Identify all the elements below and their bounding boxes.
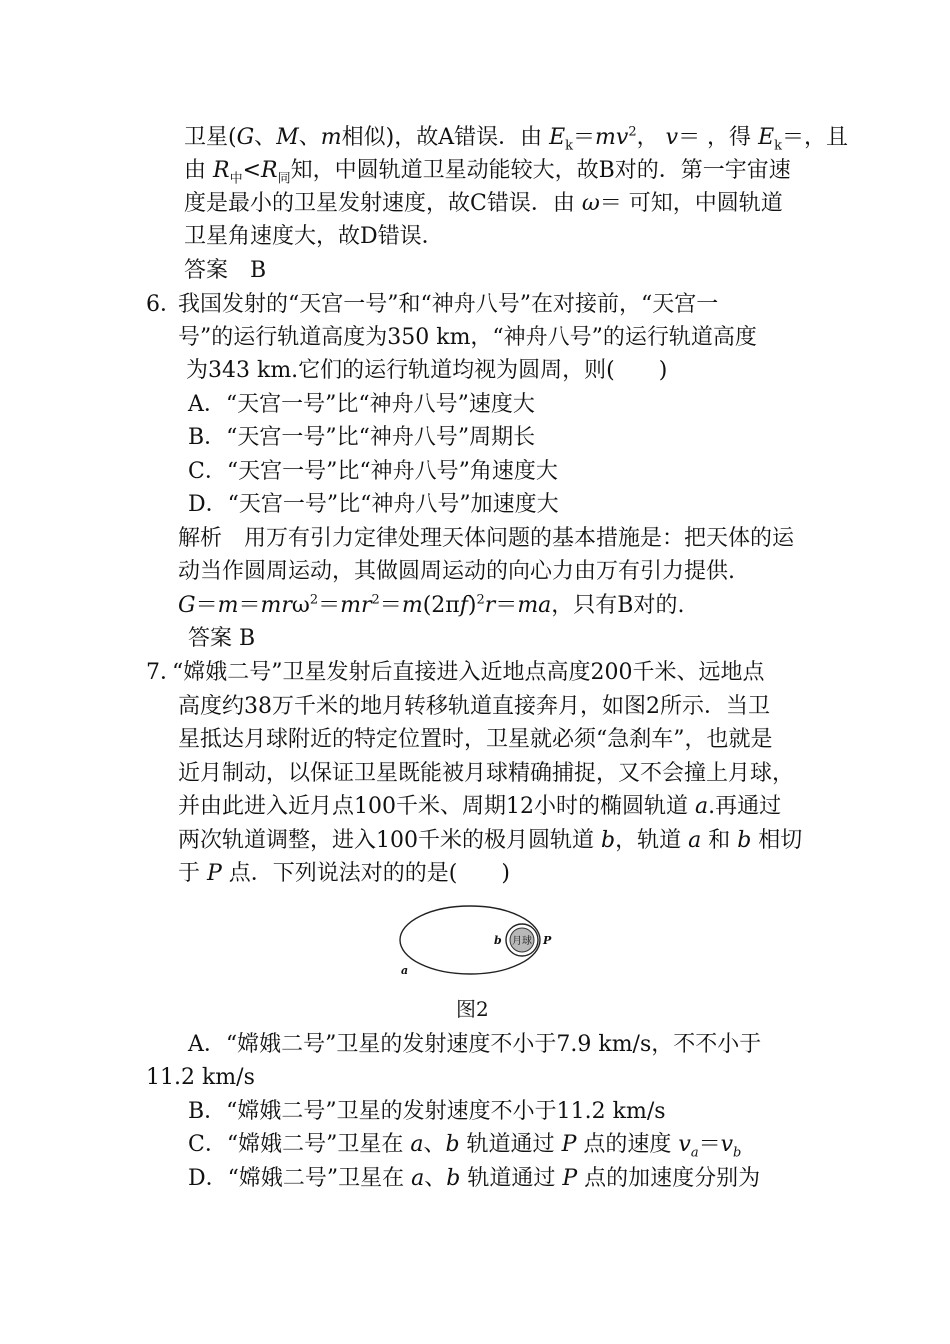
q7-stem-line-5: 并由此进入近月点100千米、周期12小时的椭圆轨道 a.再通过 xyxy=(178,794,782,819)
moon-label: 月球 xyxy=(512,936,532,947)
q7-stem-line-6: 两次轨道调整，进入100千米的极月圆轨道 b，轨道 a 和 b 相切 xyxy=(178,828,803,853)
prev-analysis-line-3: 度是最小的卫星发射速度，故C错误．由 ω＝ 可知，中圆轨道 xyxy=(184,191,783,216)
prev-analysis-line-1: 卫星(G、M、m相似)，故A错误．由 $E_k=mv^2$， v＝ ，得 $E_k=$，且 xyxy=(184,124,849,154)
q6-option-d: D．“天宫一号”比“神舟八号”加速度大 xyxy=(188,492,559,517)
q7-number: 7． xyxy=(146,660,182,685)
q6-analysis-line-1: 解析 用万有引力定律处理天体问题的基本措施是：把天体的运 xyxy=(178,526,795,551)
q7-stem-line-1: “嫦娥二号”卫星发射后直接进入近地点高度200千米、远地点 xyxy=(172,660,765,685)
q7-option-a-line-2: 11.2 km/s xyxy=(146,1065,255,1090)
q7-stem-line-4: 近月制动，以保证卫星既能被月球精确捕捉，又不会撞上月球， xyxy=(178,761,795,786)
q6-stem-line-3: 为343 km.它们的运行轨道均视为圆周，则( ) xyxy=(186,358,668,383)
q6-stem-line-1: 我国发射的“天宫一号”和“神舟八号”在对接前，“天宫一 xyxy=(178,292,719,317)
q6-stem-line-2: 号”的运行轨道高度为350 km，“神舟八号”的运行轨道高度 xyxy=(178,325,757,350)
prev-analysis-line-2: 由 $R_中<R_同$知，中圆轨道卫星动能较大，故B对的．第一宇宙速 xyxy=(184,158,791,187)
q7-option-d: D．“嫦娥二号”卫星在 a、b 轨道通过 P 点的加速度分别为 xyxy=(188,1166,761,1191)
prev-answer: 答案 B xyxy=(184,258,267,283)
q7-stem-line-2: 高度约38万千米的地月转移轨道直接奔月，如图2所示．当卫 xyxy=(178,694,770,719)
q6-formula: $G=m=mr\omega^2=mr^2=m(2\pi f)^2r=ma$，只有B对的. xyxy=(178,592,685,618)
q7-stem-line-3: 星抵达月球附近的特定位置时，卫星就必须“急刹车”，也就是 xyxy=(178,727,773,752)
prev-analysis-line-4: 卫星角速度大，故D错误． xyxy=(184,224,444,249)
figure-caption: 图2 xyxy=(456,997,489,1021)
q7-stem-line-7: 于 P 点．下列说法对的的是( ) xyxy=(178,861,510,886)
q6-option-a: A．“天宫一号”比“神舟八号”速度大 xyxy=(188,392,535,417)
q7-option-c: C．“嫦娥二号”卫星在 a、b 轨道通过 P 点的速度 $v_a=v_b$ xyxy=(188,1132,742,1161)
orbit-figure xyxy=(398,900,558,980)
q6-analysis-line-2: 动当作圆周运动，其做圆周运动的向心力由万有引力提供. xyxy=(178,559,735,584)
q7-option-b: B．“嫦娥二号”卫星的发射速度不小于11.2 km/s xyxy=(188,1099,666,1124)
q7-option-a-line-1: A．“嫦娥二号”卫星的发射速度不小于7.9 km/s，不不小于 xyxy=(188,1032,762,1057)
point-p-label: P xyxy=(543,934,552,947)
q6-option-b: B．“天宫一号”比“神舟八号”周期长 xyxy=(188,425,536,450)
q6-option-c: C．“天宫一号”比“神舟八号”角速度大 xyxy=(188,459,558,484)
orbit-a-label: a xyxy=(401,964,409,977)
orbit-b-label: b xyxy=(494,934,502,947)
q6-number: 6． xyxy=(146,292,182,317)
q6-answer: 答案 B xyxy=(188,626,256,651)
